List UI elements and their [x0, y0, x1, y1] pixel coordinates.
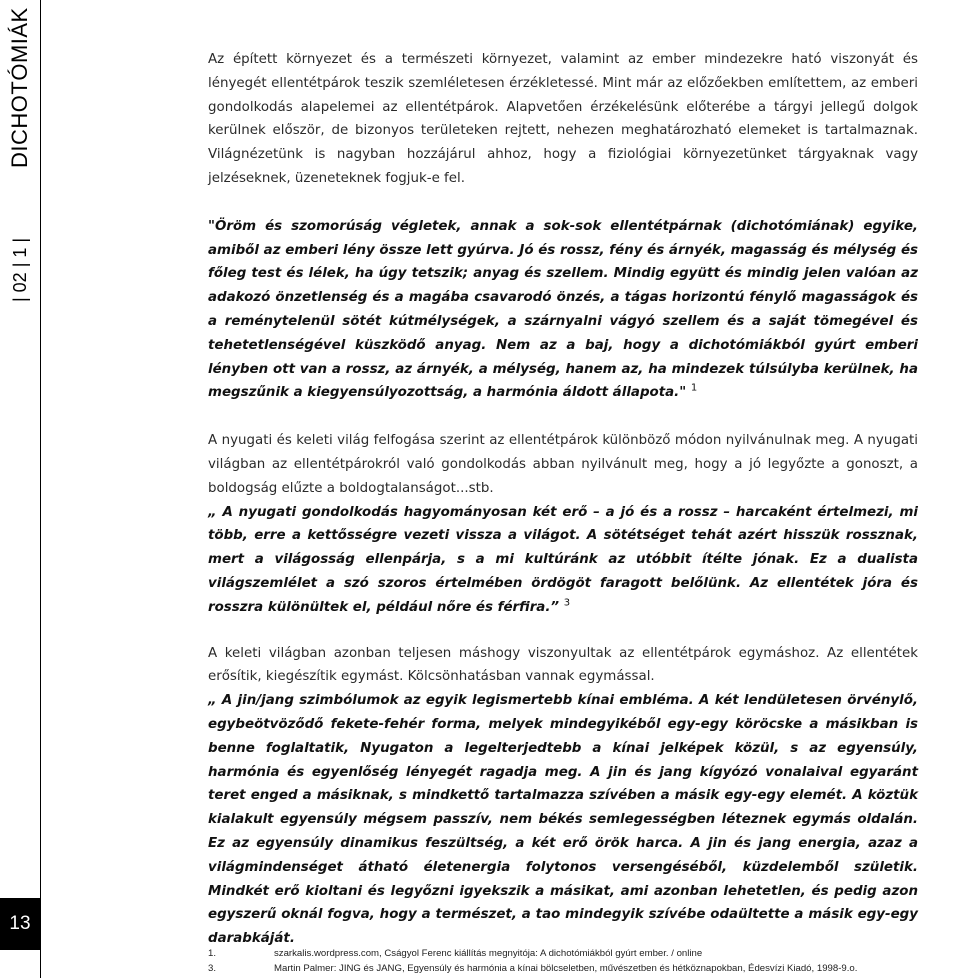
- sidebar: [0, 0, 50, 978]
- quote-dichotomies: [208, 215, 918, 405]
- footnote-3-text: Martin Palmer: JING és JANG, Egyensúly és harmónia a kínai bölcseletben, művészetben és hétköznapokban, Édesvízi Kiadó, 1998-9.o.: [274, 963, 858, 974]
- page-number: [0, 898, 40, 950]
- quote-western: [208, 501, 918, 620]
- sidebar-divider: [40, 0, 41, 978]
- footnote-3: [208, 961, 960, 976]
- footnote-ref-3: 3: [563, 597, 571, 609]
- footnote-ref-1: 1: [690, 382, 698, 394]
- footnotes: [208, 946, 960, 976]
- footnote-3-number: 3.: [208, 963, 217, 974]
- western-paragraph: A nyugati és keleti világ felfogása szerint az ellentétpárok különböző módon nyilvánulnak meg. A nyugati világban az ellentétpárokról való gondolkodás abban nyilvánult meg, hogy a jó legyőzte a gonoszt, a boldogság elűzte a boldogtalanságot...stb.: [208, 433, 918, 496]
- chapter-title: DICHOTÓMIÁK: [7, 7, 32, 168]
- quote-dichotomies-text: "Öröm és szomorúság végletek, annak a sok-sok ellentétpárnak (dichotómiának) egyike, amiből az emberi lény össze lett gyúrva. Jó és rossz, fény és árnyék, magasság és mélység és főleg test és lélek, ha úgy tetszik; anyag és szellem. Mindig együtt és mindig jelen valóan az adakozó önzetlenség és a magába csavarodó önzés, a tágas horizontú fénylő magasságok és a reménytelenül sötét kútmélységek, a szárnyalni vágyó szellem és a saját tömegével és tehetetlenségével küszködő anyag. Nem az a baj, hogy a dichotómiákból gyúrt emberi lényben ott van a rossz, az árnyék, a mélység, hanem az, ha mindezek túlsúlyba kerülnek, ha megszűnik a kiegyensúlyozottság, a harmónia áldott állapota.": [208, 218, 918, 401]
- footnote-1-number: 1.: [208, 948, 217, 959]
- eastern-paragraph: A keleti világban azonban teljesen máshogy viszonyultak az ellentétpárok egymáshoz. Az ellentétek erősítik, kiegészítik egymást. Kölcsönhatásban vannak egymással.: [208, 645, 918, 685]
- footnote-1-text: szarkalis.wordpress.com, Cságyol Ferenc kiállítás megnyitója: A dichotómiákból gyúrt ember. / online: [274, 948, 703, 959]
- footnote-1: [208, 946, 960, 961]
- quote-yin-yang: „ A jin/jang szimbólumok az egyik legismertebb kínai embléma. A két lendületesen örvénylő, egybeötvöződő fekete-fehér forma, melyek mindegyikéből egy-egy köröcske a másikban is benne foglaltatik, Nyugaton a legelterjedtebb a kínai jelképek közül, s az egyensúly, harmónia és egyenlőség lényegét ragadja meg. A jin és jang kígyózó vonalaival egyaránt teret enged a másiknak, s mindkettő tartalmazza szívében a másik egy-egy elemét. A köztük kialakult egyensúly mégsem passzív, nem békés semlegességben léteznek egymás oldalán. Ez az egyensúly dinamikus feszültség, a két erő örök harca. A jin és jang energia, azaz a világmindenséget átható életenergia folytonos versengéséből, küzdelemből születik. Mindkét erő kioltani és legyőzni igyekszik a másikat, ami azonban lehetetlen, és pedig azon egyszerű oknál fogva, hogy a természet, a tao mindegyik szívébe odaültette a másik egy-egy darabkáját.: [208, 693, 918, 947]
- page-number-label: 13: [9, 913, 31, 934]
- issue-marker: | 02 | 1 |: [10, 237, 30, 302]
- quote-western-text: „ A nyugati gondolkodás hagyományosan két erő – a jó és a rossz – harcaként értelmezi, mi több, erre a kettősségre vezeti vissza a világot. A sötétséget tehát azért hisszük rossznak, mert a világosság ellenpárja, s a mi kultúránk az utóbbit ítélte jónak. Ez a dualista világszemlélet a szó szoros értelmében ördögöt faragott belőlünk. Az ellentétek jóra és rosszra különültek el, például nőre és férfira.”: [208, 504, 918, 615]
- intro-paragraph: Az épített környezet és a természeti környezet, valamint az ember mindezekre ható viszonyát és lényegét ellentétpárok teszik szemléletesen érzékletessé. Mint már az előzőekben említettem, az emberi gondolkodás alapelemei az ellentétpárok. Alapvetően érzékelésünk előterébe a tárgyi jellegű dolgok kerülnek először, de bizonyos területeken rejtett, nehezen meghatározható elemeket is tartalmaznak. Világnézetünk is nagyban hozzájárul ahhoz, hogy a fiziológiai környezetünket tárgyaknak vagy jelzéseknek, üzeneteknek fogjuk-e fel.: [208, 52, 918, 186]
- main-content: [208, 48, 918, 951]
